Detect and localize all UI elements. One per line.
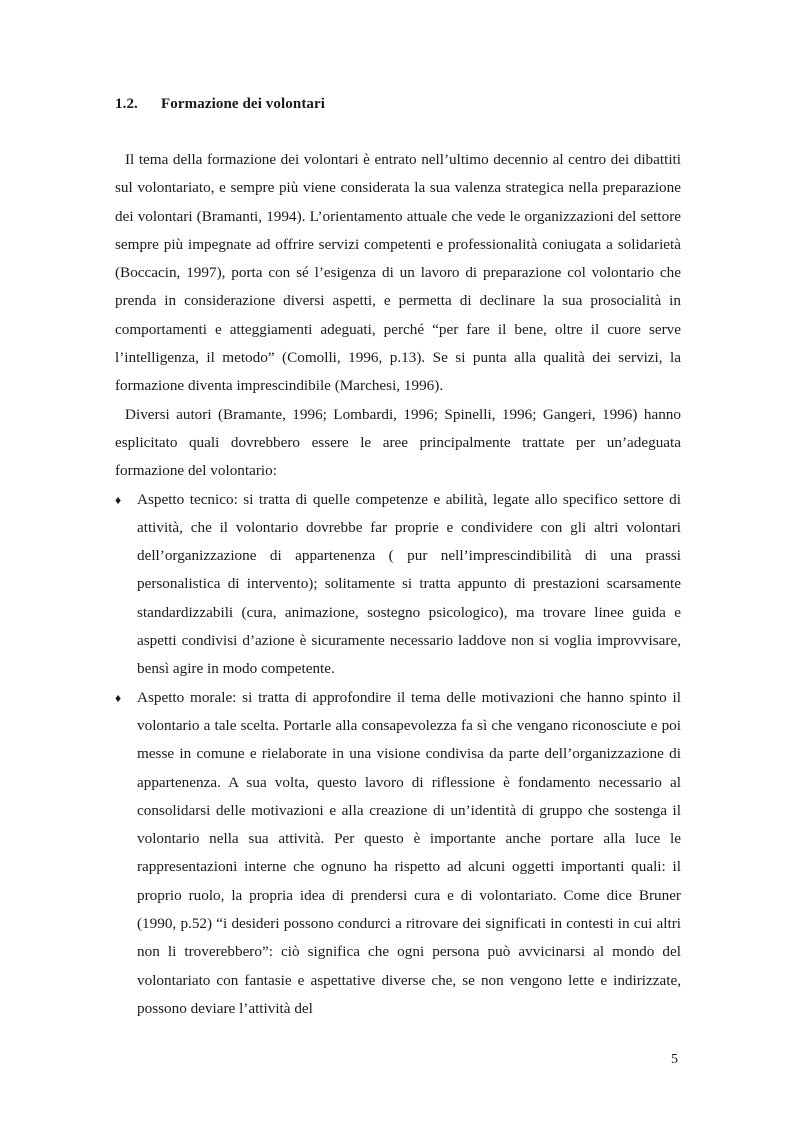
- paragraph: Il tema della formazione dei volontari è entrato nell’ultimo decennio al centro dei dibattiti sul volontariato, e sempre più viene considerata la sua valenza strategica nella preparazione dei volontari (Bramanti, 1994). L’orientamento attuale che vede le organizzazioni del settore sempre più impegnate ad offrire servizi competenti e professionalità coniugata a solidarietà (Boccacin, 1997), porta con sé l’esigenza di un lavoro di preparazione col volontario che prenda in considerazione diversi aspetti, e permetta di declinare la sua prosocialità in comportamenti e atteggiamenti adeguati, perché “per fare il bene, oltre il cuore serve l’intelligenza, il metodo” (Comolli, 1996, p.13). Se si punta alla qualità dei servizi, la formazione diventa imprescindibile (Marchesi, 1996).: [115, 151, 681, 395]
- bullet-list: [115, 486, 681, 1024]
- list-item: [115, 684, 681, 1024]
- section-title: Formazione dei volontari: [161, 96, 326, 112]
- diamond-bullet-icon: ♦: [115, 690, 122, 705]
- list-item-text: Aspetto morale: si tratta di approfondire il tema delle motivazioni che hanno spinto il volontario a tale scelta. Portarle alla consapevolezza fa sì che vengano riconosciute e poi messe in comune e rielaborate in una visione condivisa da parte dell’organizzazione di appartenenza. A sua volta, questo lavoro di riflessione è fondamento necessario al consolidarsi delle motivazioni e alla creazione di un’identità di gruppo che sostenga il volontario nella sua attività. Per questo è importante anche portare alla luce le rappresentazioni interne che ognuno ha rispetto ad alcuni oggetti importanti quali: il proprio ruolo, la propria idea di prendersi cura e di volontariato. Come dice Bruner (1990, p.52) “i desideri possono condurci a ritrovare dei significati in contesti in cui altri non li troverebbero”: ciò significa che ogni persona può avvicinarsi al mondo del volontariato con fantasie e aspettative diverse che, se non vengono lette e indirizzate, possono deviare l’attività del: [137, 688, 681, 1017]
- diamond-bullet-icon: ♦: [115, 492, 122, 507]
- list-item: [115, 486, 681, 684]
- section-number: 1.2.: [115, 96, 138, 112]
- section-heading: [115, 96, 325, 113]
- paragraph: Diversi autori (Bramante, 1996; Lombardi, 1996; Spinelli, 1996; Gangeri, 1996) hanno esplicitato quali dovrebbero essere le aree principalmente trattate per un’adeguata formazione del volontario:: [115, 405, 681, 480]
- list-item-text: Aspetto tecnico: si tratta di quelle competenze e abilità, legate allo specifico settore di attività, che il volontario dovrebbe far proprie e condividere con gli altri volontari dell’organizzazione di appartenenza ( pur nell’imprescindibilità di una prassi personalistica di intervento); solitamente si tratta appunto di prestazioni scarsamente standardizzabili (cura, animazione, sostegno psicologico), ma trovare linee guida e aspetti condivisi d’azione è sicuramente necessario laddove non si voglia improvvisare, bensì agire in modo competente.: [137, 490, 681, 678]
- body-text: [115, 146, 681, 1023]
- page-number: 5: [671, 1052, 678, 1067]
